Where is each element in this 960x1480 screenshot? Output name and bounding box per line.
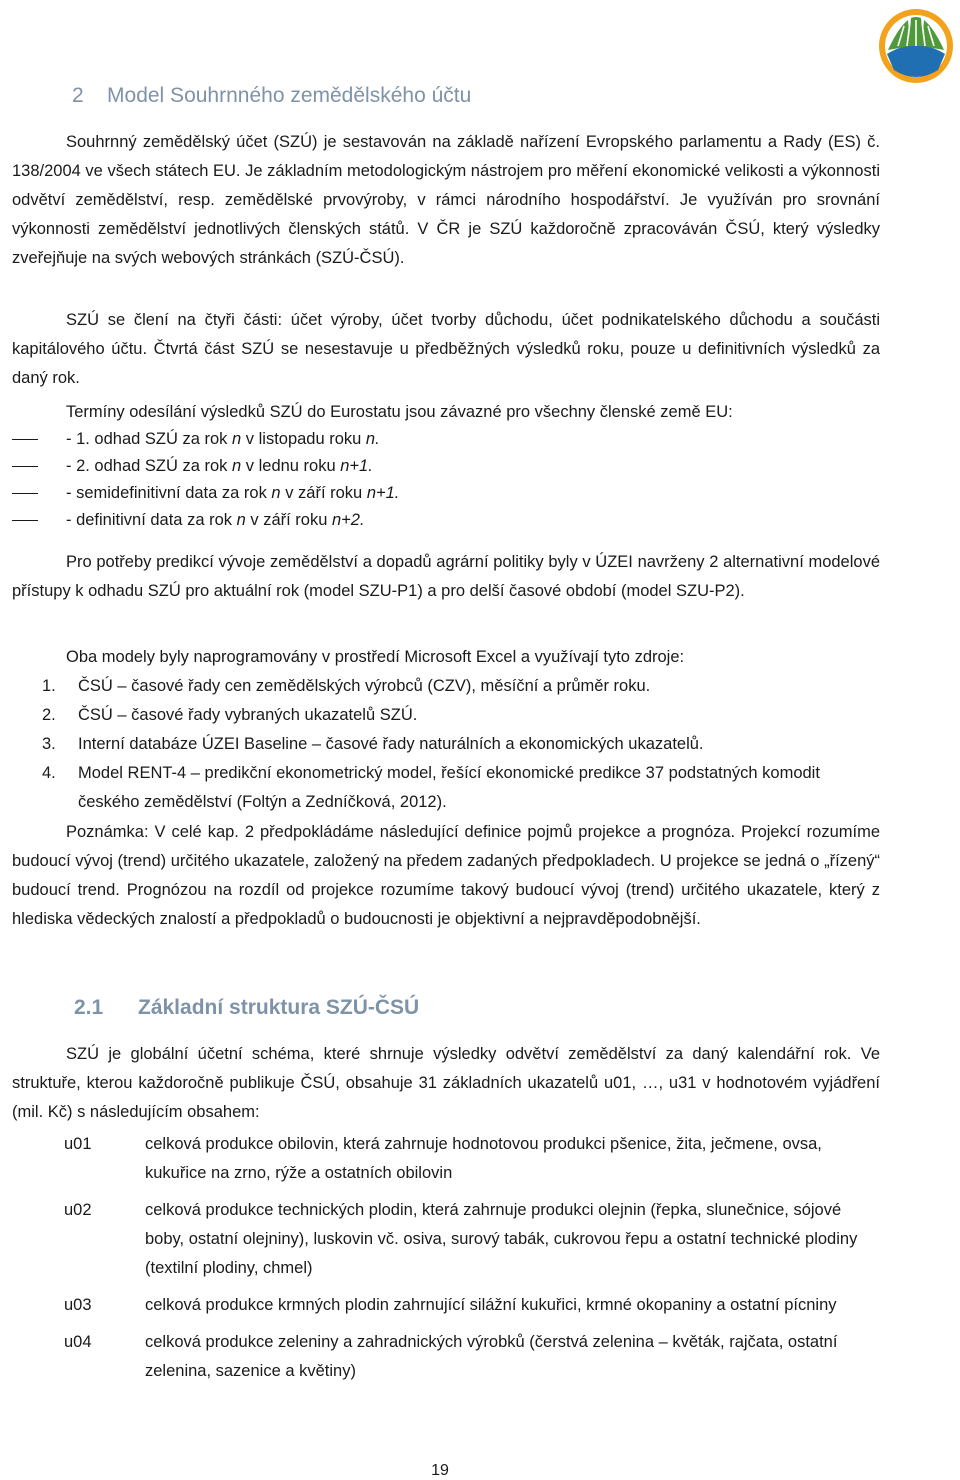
indicator-code: u03: [64, 1296, 92, 1314]
section-heading: [72, 84, 471, 108]
indicator-text: celková produkce obilovin, která zahrnuje hodnotovou produkci pšenice, žita, ječmene, ovsa, kukuřice na zrno, rýže a ostatních obilovin: [145, 1135, 822, 1182]
list-item: - 1. odhad SZÚ za rok n v listopadu roku n.: [12, 426, 880, 453]
indicator-text: celková produkce zeleniny a zahradnických výrobků (čerstvá zelenina – květák, rajčata, ostatní zelenina, sazenice a květiny): [145, 1333, 838, 1380]
indicator-code: u04: [64, 1333, 92, 1351]
section-title: Model Souhrnného zemědělského účtu: [107, 84, 472, 107]
structure-paragraph: SZÚ se člení na čtyři části: účet výroby, účet tvorby důchodu, účet podnikatelského důchodu a součásti kapitálového účtu. Čtvrtá část SZÚ se nesestavuje u předběžných výsledků roku, pouze u definitivních výsledků za daný rok.: [12, 311, 880, 387]
list-item: 2. ČSÚ – časové řady vybraných ukazatelů SZÚ.: [42, 706, 418, 724]
list-item: - semidefinitivní data za rok n v září roku n+1.: [12, 480, 880, 507]
intro-part1: Souhrnný zemědělský účet (SZÚ) je sestavován na základě nařízení Evropského parlamentu a Rady (ES) č. 138/2004 ve všech státech EU. Je základním metodologickým nástrojem pro měření ekonomické velikosti a výkonnosti odvětví zemědělství, resp. zemědělské prvovýroby, v rámci národního hospodářství.: [12, 133, 880, 209]
terms-intro: Termíny odesílání výsledků SZÚ do Eurostatu jsou závazné pro všechny členské země EU:: [66, 403, 733, 421]
list-item: - 2. odhad SZÚ za rok n v lednu roku n+1.: [12, 453, 880, 480]
deadline-list: [12, 426, 880, 534]
sources-intro: Oba modely byly naprogramovány v prostředí Microsoft Excel a využívají tyto zdroje:: [66, 648, 685, 666]
sources-list: [12, 672, 880, 817]
list-item: - definitivní data za rok n v září roku n+2.: [12, 507, 880, 534]
list-item: 1. ČSÚ – časové řady cen zemědělských výrobců (CZV), měsíční a průměr roku.: [42, 677, 651, 695]
indicator-definitions: [12, 1130, 880, 1394]
definition-item: [12, 1291, 880, 1320]
list-item: 4. Model RENT-4 – predikční ekonometrický model, řešící ekonomické predikce 37 podstatných komodit českého zemědělství (Foltýn a Zedníčková, 2012).: [42, 764, 820, 811]
dash-bullet: [12, 439, 38, 440]
definition-item: [12, 1328, 880, 1386]
models-paragraph: Pro potřeby predikcí vývoje zemědělství a dopadů agrární politiky byly v ÚZEI navrženy 2 alternativní modelové přístupy k odhadu SZÚ pro aktuální rok (model SZU-P1) a pro delší časové období (model SZU-P2).: [12, 553, 880, 600]
organization-logo: [878, 6, 954, 86]
intro-paragraph: [12, 128, 880, 273]
dash-bullet: [12, 466, 38, 467]
list-item: 3. Interní databáze ÚZEI Baseline – časové řady naturálních a ekonomických ukazatelů.: [42, 735, 704, 753]
subsection-title: Základní struktura SZÚ-ČSÚ: [138, 996, 420, 1019]
intro-part3: V ČR je SZÚ každoročně zpracováván ČSÚ, který výsledky zveřejňuje na svých webových stránkách (SZÚ-ČSÚ).: [12, 220, 881, 267]
dash-bullet: [12, 493, 38, 494]
indicator-code: u01: [64, 1135, 92, 1153]
definition-item: [12, 1196, 880, 1283]
subsection-heading: [74, 996, 419, 1020]
indicator-text: celková produkce krmných plodin zahrnující silážní kukuřici, krmné okopaniny a ostatní pícniny: [145, 1296, 837, 1314]
szu-paragraph: SZÚ je globální účetní schéma, které shrnuje výsledky odvětví zemědělství za daný kalendářní rok. Ve struktuře, kterou každoročně publikuje ČSÚ, obsahuje 31 základních ukazatelů u01, …, u31 v hodnotovém vyjádření (mil. Kč) s následujícím obsahem:: [12, 1045, 880, 1121]
dash-bullet: [12, 520, 38, 521]
subsection-number: 2.1: [74, 996, 104, 1019]
page-number: 19: [431, 1462, 449, 1479]
indicator-text: celková produkce technických plodin, která zahrnuje produkci olejnin (řepka, slunečnice, sójové boby, ostatní olejniny), luskovin vč. osiva, surový tabák, cukrovou řepu a ostatní technické plodiny (textilní plodiny, chmel): [145, 1201, 858, 1277]
intro-part2: Je využíván pro srovnání výkonnosti zemědělství jednotlivých členských států.: [12, 191, 880, 238]
indicator-code: u02: [64, 1201, 92, 1219]
definition-item: [12, 1130, 880, 1188]
section-number: 2: [72, 84, 84, 107]
note-paragraph: Poznámka: V celé kap. 2 předpokládáme následující definice pojmů projekce a prognóza. Projekcí rozumíme budoucí vývoj (trend) určitého ukazatele, založený na předem zadaných předpokladech. U projekce se jedná o „řízený“ budoucí trend. Prognózou na rozdíl od projekce rozumíme takový budoucí vývoj (trend) určitého ukazatele, který z hlediska vědeckých znalostí a předpokladů o budoucnosti je objektivní a nejpravděpodobnější.: [12, 823, 880, 928]
